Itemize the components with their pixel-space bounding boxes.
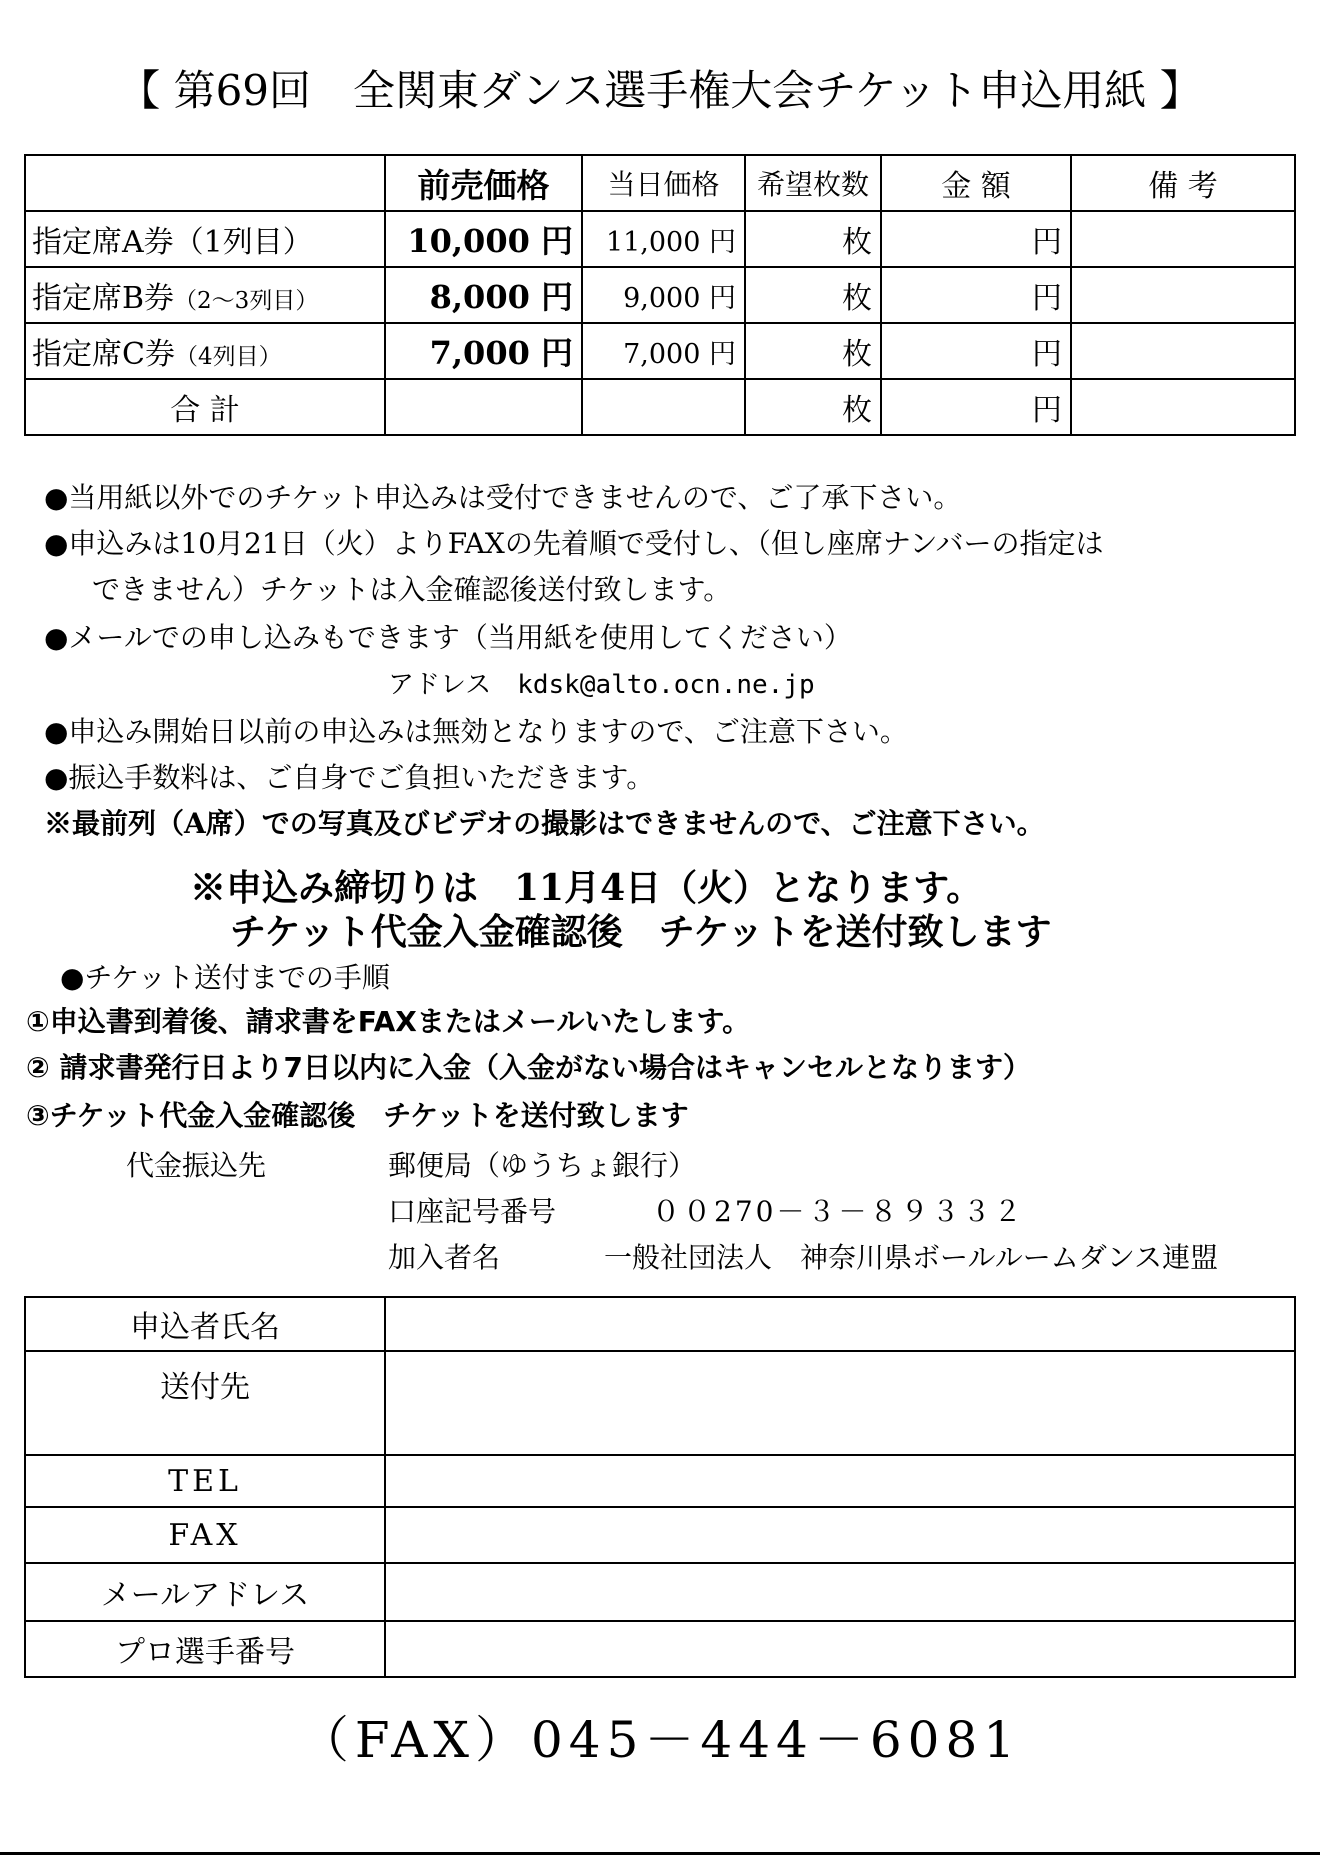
note-email-order: ●メールでの申し込みもできます（当用紙を使用してください） [44,621,852,654]
procedure-heading: ●チケット送付までの手順 [60,961,390,994]
pro-number-field[interactable] [385,1621,1295,1677]
seat-label [25,211,385,267]
presale-price: 10,000 円 [385,211,582,267]
deadline-notice: ※申込み締切りは 11月4日（火）となります。 [190,867,983,909]
total-row [25,379,1295,435]
note-fax-order: ●申込みは10月21日（火）よりFAXの先着順で受付し、（但し座席ナンバーの指定は [44,527,1104,560]
note-fax-order-cont: できません）チケットは入金確認後送付致します。 [92,573,732,606]
header-amount: 金 額 [881,155,1071,211]
quantity-field[interactable]: 枚 [745,323,881,379]
procedure-step-2: ② 請求書発行日より7日以内に入金（入金がない場合はキャンセルとなります） [26,1051,1031,1084]
header-quantity: 希望枚数 [745,155,881,211]
deadline-notice-2: チケット代金入金確認後 チケットを送付致します [230,911,1052,953]
note-no-photo: ※最前列（A席）での写真及びビデオの撮影はできませんので、ご注意下さい。 [44,807,1045,840]
bottom-divider [0,1852,1320,1855]
remarks-field[interactable] [1071,211,1295,267]
pro-number-label: プロ選手番号 [25,1621,385,1677]
header-presale: 前売価格 [385,155,582,211]
email-field[interactable] [385,1563,1295,1621]
presale-price: 8,000 円 [385,267,582,323]
seat-rows: （4列目） [174,344,282,370]
amount-field[interactable]: 円 [881,211,1071,267]
header-day-of: 当日価格 [582,155,745,211]
address-label: 送付先 [25,1351,385,1455]
seat-rows: （1列目） [173,225,313,260]
remarks-field[interactable] [1071,323,1295,379]
bank-institution: 郵便局（ゆうちょ銀行） [388,1149,697,1182]
total-label: 合 計 [25,379,385,435]
seat-label [25,323,385,379]
note-transfer-fee: ●振込手数料は、ご自身でご負担いただきます。 [44,761,655,794]
remarks-field[interactable] [1071,267,1295,323]
day-of-price: 7,000 円 [582,323,745,379]
email-address: アドレス kdsk@alto.ocn.ne.jp [388,670,815,700]
table-row [25,267,1295,323]
amount-field[interactable]: 円 [881,267,1071,323]
total-day-of [582,379,745,435]
seat-name: 指定席C券 [32,337,175,372]
seat-name: 指定席B券 [32,281,175,316]
account-label: 口座記号番号 [388,1195,557,1228]
account-holder: 一般社団法人 神奈川県ボールルームダンス連盟 [604,1241,1219,1274]
applicant-form [24,1296,1296,1678]
price-table-header [25,155,1295,211]
header-remarks: 備 考 [1071,155,1295,211]
fax-label: FAX [25,1507,385,1563]
presale-price: 7,000 円 [385,323,582,379]
total-presale [385,379,582,435]
fax-field[interactable] [385,1507,1295,1563]
total-amount-field[interactable]: 円 [881,379,1071,435]
price-table [24,154,1296,436]
day-of-price: 9,000 円 [582,267,745,323]
quantity-field[interactable]: 枚 [745,267,881,323]
applicant-name-field[interactable] [385,1297,1295,1351]
note-form-only: ●当用紙以外でのチケット申込みは受付できませんので、ご了承下さい。 [44,481,962,514]
seat-name: 指定席A券 [32,225,174,260]
note-early-invalid: ●申込み開始日以前の申込みは無効となりますので、ご注意下さい。 [44,715,908,748]
holder-label: 加入者名 [388,1241,501,1274]
table-row [25,211,1295,267]
seat-label [25,267,385,323]
page-title: 【 第69回 全関東ダンス選手権大会チケット申込用紙 】 [118,66,1202,115]
address-field[interactable] [385,1351,1295,1455]
table-row [25,323,1295,379]
applicant-name-label: 申込者氏名 [25,1297,385,1351]
amount-field[interactable]: 円 [881,323,1071,379]
day-of-price: 11,000 円 [582,211,745,267]
fax-number: （FAX）045－444－6081 [298,1711,1022,1769]
tel-label: TEL [25,1455,385,1507]
header-category [25,155,385,211]
email-label: メールアドレス [25,1563,385,1621]
procedure-step-3: ③チケット代金入金確認後 チケットを送付致します [26,1099,689,1132]
total-remarks-field[interactable] [1071,379,1295,435]
tel-field[interactable] [385,1455,1295,1507]
quantity-field[interactable]: 枚 [745,211,881,267]
total-quantity-field[interactable]: 枚 [745,379,881,435]
account-number: ００270－３－８９３３２ [652,1195,1025,1228]
bank-label: 代金振込先 [126,1149,267,1182]
seat-rows: （2～3列目） [174,288,319,314]
procedure-step-1: ①申込書到着後、請求書をFAXまたはメールいたします。 [26,1005,751,1038]
